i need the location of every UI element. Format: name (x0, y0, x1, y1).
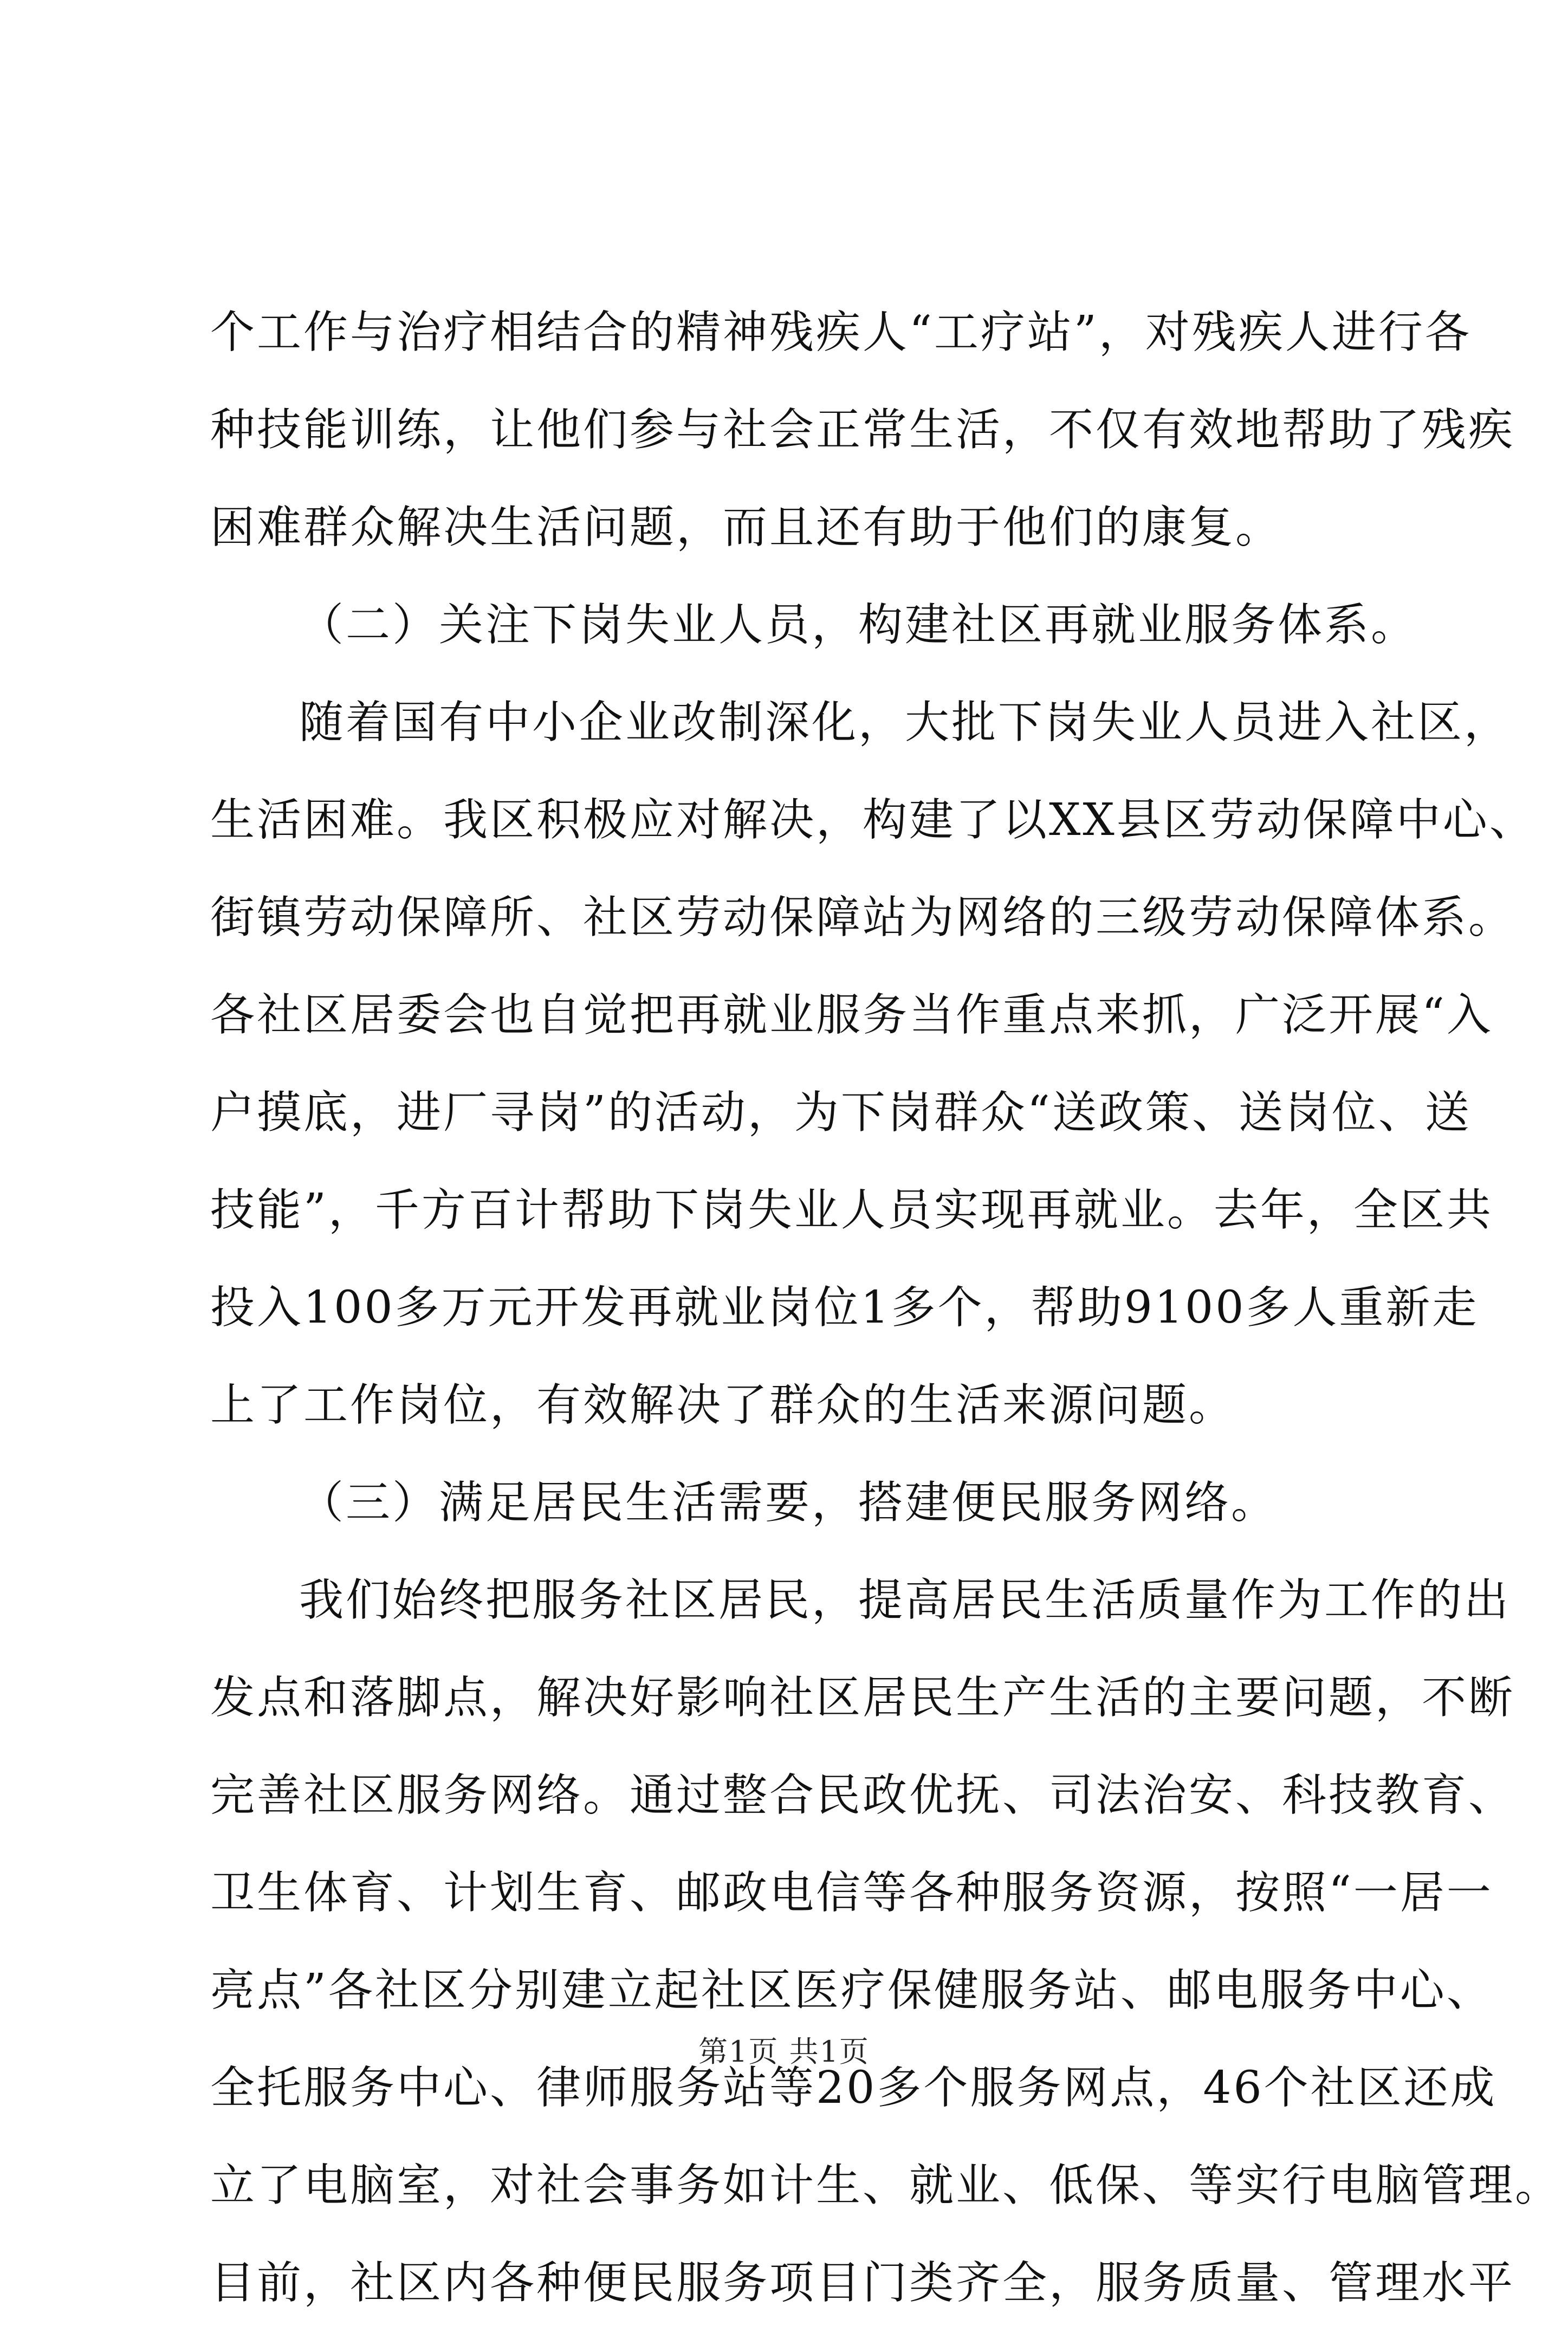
text-line: 个工作与治疗相结合的精神残疾人“工疗站”，对残疾人进行各 (210, 307, 1472, 358)
text-line: 种技能训练，让他们参与社会正常生活，不仅有效地帮助了残疾 (210, 404, 1515, 456)
text-line: 亮点”各社区分别建立起社区医疗保健服务站、邮电服务中心、 (210, 1965, 1493, 2016)
text-line: 立了电脑室，对社会事务如计生、就业、低保、等实行电脑管理。 (210, 2160, 1562, 2211)
text-line: 各社区居委会也自觉把再就业服务当作重点来抓，广泛开展“入 (210, 989, 1493, 1041)
text-line: 户摸底，进厂寻岗”的活动，为下岗群众“送政策、送岗位、送 (210, 1087, 1472, 1138)
text-line: 生活困难。我区积极应对解决，构建了以XX县区劳动保障中心、 (210, 794, 1536, 846)
text-line: 完善社区服务网络。通过整合民政优抚、司法治安、科技教育、 (210, 1770, 1515, 1821)
paragraph-first-line: 随着国有中小企业改制深化，大批下岗失业人员进入社区， (299, 697, 1511, 748)
text-line: 目前，社区内各种便民服务项目门类齐全，服务质量、管理水平 (210, 2257, 1515, 2309)
text-line: 全托服务中心、律师服务站等20多个服务网点，46个社区还成 (210, 2062, 1497, 2114)
page-number-label: 第1页 共1页 (698, 2035, 870, 2069)
document-body (210, 284, 1562, 2332)
page-footer (0, 2033, 1568, 2071)
section-heading: （三）满足居民生活需要，搭建便民服务网络。 (299, 1477, 1278, 1528)
text-line: 技能”，千方百计帮助下岗失业人员实现再就业。去年，全区共 (210, 1184, 1493, 1236)
text-line: 投入100多万元开发再就业岗位1多个，帮助9100多人重新走 (210, 1282, 1479, 1333)
section-heading: （二）关注下岗失业人员，构建社区再就业服务体系。 (299, 599, 1418, 651)
text-line: 发点和落脚点，解决好影响社区居民生产生活的主要问题，不断 (210, 1672, 1515, 1724)
paragraph-first-line: 我们始终把服务社区居民，提高居民生活质量作为工作的出 (299, 1575, 1511, 1626)
text-line: 上了工作岗位，有效解决了群众的生活来源问题。 (210, 1379, 1236, 1431)
text-line: 困难群众解决生活问题，而且还有助于他们的康复。 (210, 502, 1282, 553)
text-line: 街镇劳动保障所、社区劳动保障站为网络的三级劳动保障体系。 (210, 892, 1515, 943)
text-line: 卫生体育、计划生育、邮政电信等各种服务资源，按照“一居一 (210, 1867, 1493, 1919)
